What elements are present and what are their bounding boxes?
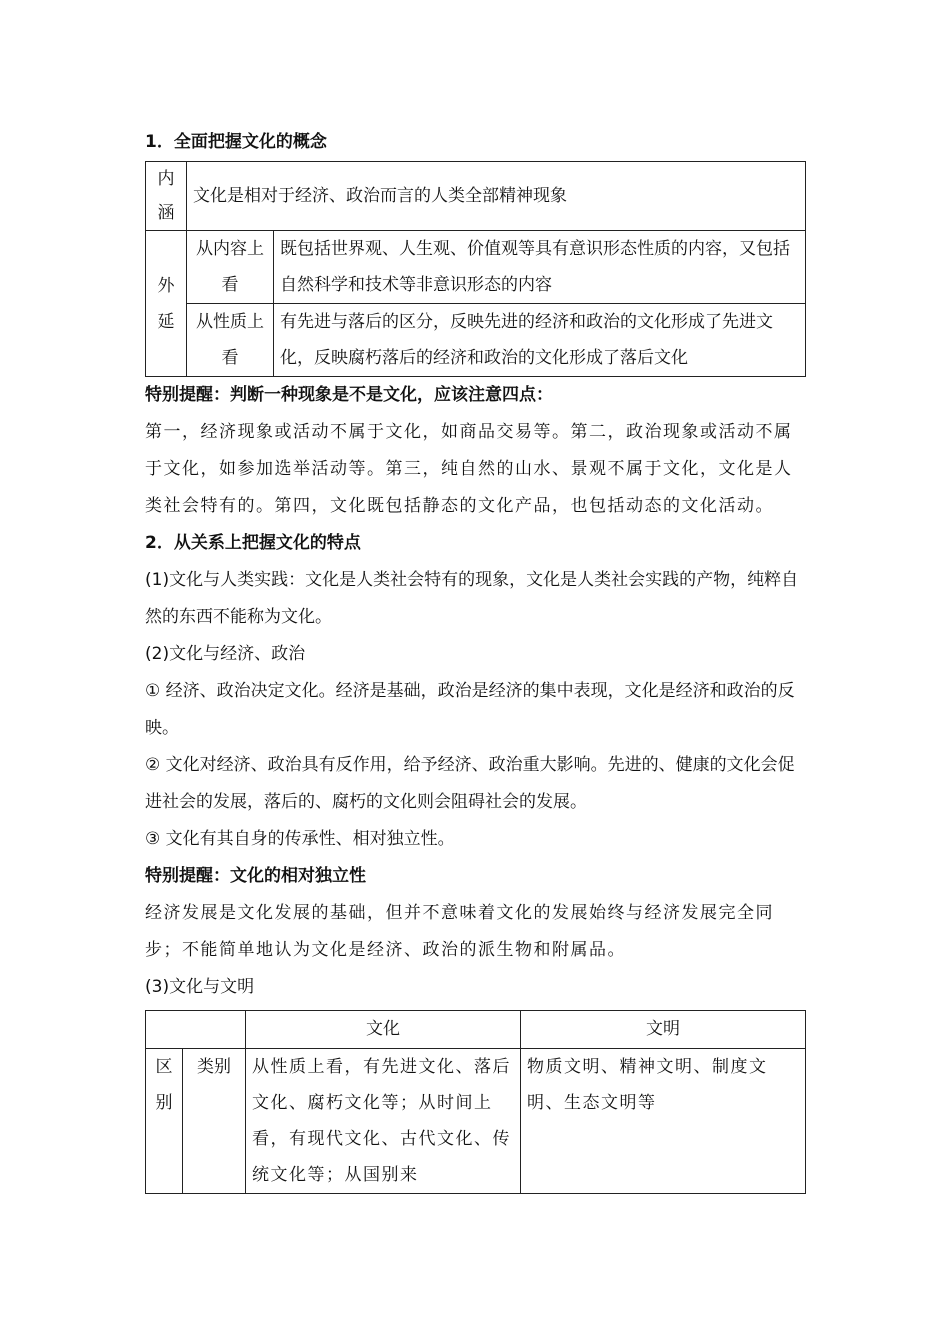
wenming-text: 物质文明、精神文明、制度文明、生态文明等	[527, 1057, 768, 1113]
economy-politics-item-1: ① 经济、政治决定文化。经济是基础，政治是经济的集中表现，文化是经济和政治的反映。	[145, 681, 795, 738]
economy-politics-item-3: ③ 文化有其自身的传承性、相对独立性。	[145, 829, 455, 849]
culture-civilization-table	[145, 1010, 806, 1194]
row1-label-cell	[187, 231, 274, 304]
row1-text-cell	[274, 231, 806, 304]
wenming-text-cell	[521, 1049, 806, 1194]
neihan-label-cell	[146, 162, 187, 231]
section1-heading: 1．全面把握文化的概念	[145, 132, 327, 152]
row1-label: 从内容上看	[196, 239, 264, 295]
neihan-label: 内涵	[157, 169, 175, 223]
economy-politics-title: (2)文化与经济、政治	[145, 644, 306, 664]
neihan-text: 文化是相对于经济、政治而言的人类全部精神现象	[193, 185, 567, 206]
wenhua-text-cell	[246, 1049, 521, 1194]
leibie-label: 类别	[197, 1057, 231, 1077]
row2-text-cell	[274, 304, 806, 377]
reminder2-title: 特别提醒：文化的相对独立性	[145, 866, 366, 886]
reminder1-title: 特别提醒：判断一种现象是不是文化，应该注意四点：	[145, 385, 553, 405]
corner-cell	[146, 1011, 246, 1049]
culture-civilization-title: (3)文化与文明	[145, 977, 255, 997]
economy-politics-item-2: ② 文化对经济、政治具有反作用，给予经济、政治重大影响。先进的、健康的文化会促进社会的发展，落后的、腐朽的文化则会阻碍社会的发展。	[145, 755, 795, 812]
qubie-label: 区别	[155, 1057, 173, 1113]
reminder1-text: 第一，经济现象或活动不属于文化，如商品交易等。第二，政治现象或活动不属于文化，如参加选举活动等。第三，纯自然的山水、景观不属于文化，文化是人类社会特有的。第四，文化既包括静态的文化产品，也包括动态的文化活动。	[145, 422, 793, 516]
wenhua-text: 从性质上看，有先进文化、落后文化、腐朽文化等；从时间上看，有现代文化、古代文化、传统文化等；从国别来	[252, 1057, 511, 1185]
reminder2-text: 经济发展是文化发展的基础，但并不意味着文化的发展始终与经济发展完全同步；不能简单地认为文化是经济、政治的派生物和附属品。	[145, 903, 774, 960]
qubie-cell	[146, 1049, 183, 1194]
wenming-header: 文明	[521, 1011, 806, 1049]
wenhua-header: 文化	[246, 1011, 521, 1049]
practice-paragraph: (1)文化与人类实践：文化是人类社会特有的现象，文化是人类社会实践的产物，纯粹自然的东西不能称为文化。	[145, 570, 799, 627]
document-page	[145, 120, 810, 1194]
neihan-text-cell	[187, 162, 806, 231]
concept-table	[145, 161, 806, 377]
row1-text: 既包括世界观、人生观、价值观等具有意识形态性质的内容，又包括自然科学和技术等非意识形态的内容	[280, 239, 790, 295]
waiyan-label: 外延	[157, 275, 175, 332]
leibie-cell	[183, 1049, 246, 1194]
waiyan-label-cell	[146, 231, 187, 377]
section2-heading: 2．从关系上把握文化的特点	[145, 533, 361, 553]
row2-label-cell	[187, 304, 274, 377]
row2-label: 从性质上看	[196, 312, 264, 368]
row2-text: 有先进与落后的区分，反映先进的经济和政治的文化形成了先进文化，反映腐朽落后的经济和政治的文化形成了落后文化	[280, 312, 773, 368]
